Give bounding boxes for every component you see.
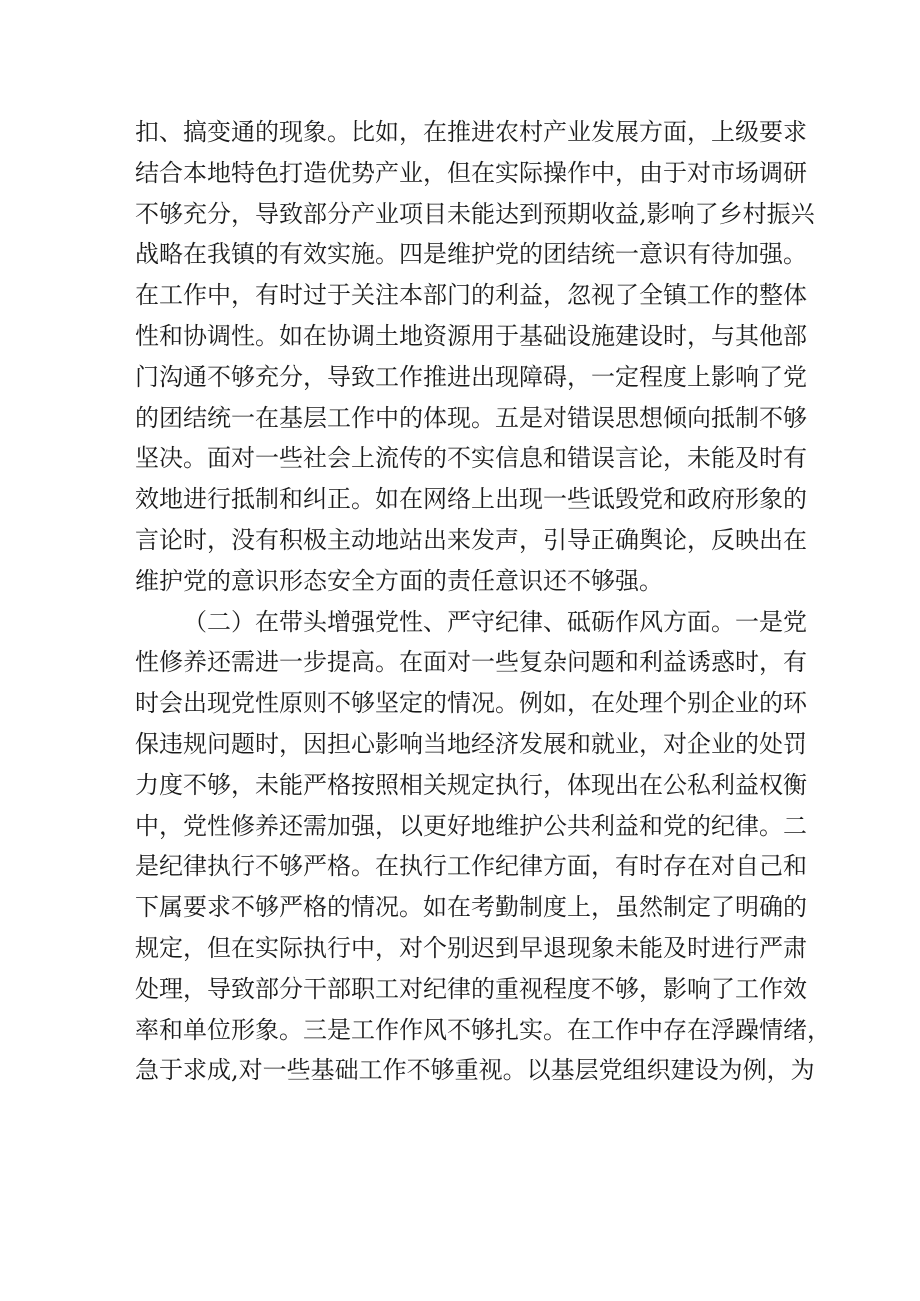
- text-line: 是纪律执行不够严格。在执行工作纪律方面，有时存在对自己和: [135, 852, 807, 881]
- text-line: 不够充分，导致部分产业项目未能达到预期收益,影响了乡村振兴: [135, 199, 815, 228]
- text-line: 时会出现党性原则不够坚定的情况。例如，在处理个别企业的环: [135, 689, 807, 718]
- section-heading-line: （二）在带头增强党性、严守纪律、砥砺作风方面。一是党: [183, 607, 807, 636]
- text-line: 力度不够，未能严格按照相关规定执行，体现出在公私利益权衡: [135, 770, 807, 799]
- text-line: 言论时，没有积极主动地站出来发声，引导正确舆论，反映出在: [135, 525, 807, 554]
- text-line: 急于求成,对一些基础工作不够重视。以基层党组织建设为例，为: [135, 1056, 815, 1085]
- text-line: 率和单位形象。三是工作作风不够扎实。在工作中存在浮躁情绪，: [135, 1015, 831, 1044]
- text-line: 效地进行抵制和纠正。如在网络上出现一些诋毁党和政府形象的: [135, 485, 807, 514]
- text-line: 处理，导致部分干部职工对纪律的重视程度不够，影响了工作效: [135, 974, 807, 1003]
- text-line: 保违规问题时，因担心影响当地经济发展和就业，对企业的处罚: [135, 729, 807, 758]
- text-line: 结合本地特色打造优势产业，但在实际操作中，由于对市场调研: [135, 158, 807, 187]
- text-line: 性修养还需进一步提高。在面对一些复杂问题和利益诱惑时，有: [135, 648, 807, 677]
- text-line: 扣、搞变通的现象。比如，在推进农村产业发展方面，上级要求: [135, 118, 807, 146]
- text-line: 的团结统一在基层工作中的体现。五是对错误思想倾向抵制不够: [135, 403, 807, 432]
- body-text: [135, 112, 831, 1091]
- text-line: 规定，但在实际执行中，对个别迟到早退现象未能及时进行严肃: [135, 933, 807, 962]
- text-line: 下属要求不够严格的情况。如在考勤制度上，虽然制定了明确的: [135, 893, 807, 922]
- text-line: 坚决。面对一些社会上流传的不实信息和错误言论，未能及时有: [135, 444, 807, 473]
- text-line: 门沟通不够充分，导致工作推进出现障碍，一定程度上影响了党: [135, 362, 807, 391]
- text-line: 性和协调性。如在协调土地资源用于基础设施建设时，与其他部: [135, 321, 807, 350]
- text-line: 在工作中，有时过于关注本部门的利益，忽视了全镇工作的整体: [135, 281, 807, 310]
- paragraph-last-line: 维护党的意识形态安全方面的责任意识还不够强。: [135, 566, 663, 595]
- text-line: 中，党性修养还需加强，以更好地维护公共利益和党的纪律。二: [135, 811, 807, 840]
- text-line: 战略在我镇的有效实施。四是维护党的团结统一意识有待加强。: [135, 240, 807, 269]
